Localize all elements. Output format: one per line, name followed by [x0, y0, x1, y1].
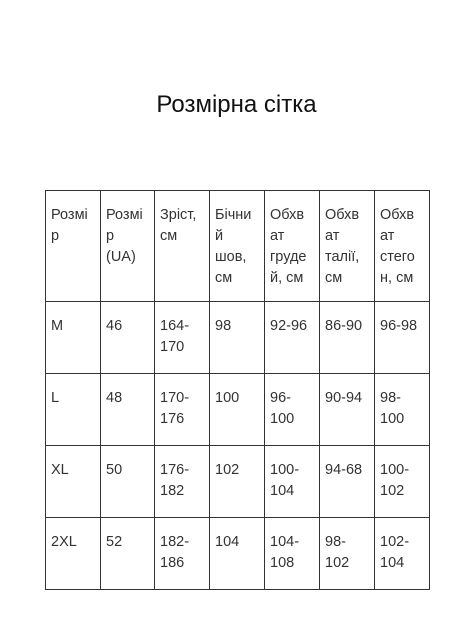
cell-text-line: Бічни [215, 207, 252, 223]
header-cell-hips [375, 191, 430, 302]
cell-text-line: н, см [380, 270, 414, 286]
row-cell-side-seam [210, 374, 265, 446]
cell-text-line: Розмі [106, 207, 143, 223]
header-cell-waist [320, 191, 375, 302]
row-cell-side-seam [210, 446, 265, 518]
cell-text-line: см [215, 270, 233, 286]
cell-text-line: 104 [270, 483, 295, 499]
cell-text-line: M [51, 318, 64, 334]
cell-text-line: ат [325, 228, 340, 244]
cell-text-line: 182 [160, 483, 185, 499]
row-cell-waist [320, 518, 375, 590]
cell-text-line: (UA) [106, 249, 136, 265]
table-row [46, 302, 430, 374]
cell-text-line: Обхв [325, 207, 360, 223]
cell-text-line: 48 [106, 390, 123, 406]
cell-text-line: см [160, 228, 178, 244]
cell-text-line: 52 [106, 534, 123, 550]
row-cell-size [46, 518, 101, 590]
cell-text-line: 186 [160, 555, 185, 571]
cell-text-line: 98- [325, 534, 346, 550]
row-cell-side-seam [210, 518, 265, 590]
cell-text-line: 102 [325, 555, 350, 571]
row-cell-side-seam [210, 302, 265, 374]
cell-text-line: 100- [270, 462, 300, 478]
cell-text-line: 90-94 [325, 390, 363, 406]
cell-text-line: 176 [160, 411, 185, 427]
row-cell-chest [265, 518, 320, 590]
cell-text-line: 176- [160, 462, 190, 478]
row-cell-chest [265, 374, 320, 446]
cell-text-line: шов, [215, 249, 247, 265]
row-cell-size-ua [101, 302, 155, 374]
table-header-row [46, 191, 430, 302]
cell-text-line: L [51, 390, 60, 406]
cell-text-line: 102 [215, 462, 240, 478]
cell-text-line: 100 [270, 411, 295, 427]
cell-text-line: 164- [160, 318, 190, 334]
cell-text-line: 104 [215, 534, 240, 550]
row-cell-chest [265, 446, 320, 518]
cell-text-line: Обхв [270, 207, 305, 223]
cell-text-line: талії, [325, 249, 360, 265]
row-cell-size [46, 302, 101, 374]
row-cell-waist [320, 446, 375, 518]
cell-text-line: 96- [270, 390, 291, 406]
cell-text-line: 100 [215, 390, 240, 406]
row-cell-size-ua [101, 374, 155, 446]
cell-text-line: 108 [270, 555, 295, 571]
cell-text-line: 104 [380, 555, 405, 571]
row-cell-hips [375, 302, 430, 374]
cell-text-line: XL [51, 462, 69, 478]
row-cell-waist [320, 374, 375, 446]
header-cell-size-ua [101, 191, 155, 302]
cell-text-line: 100- [380, 462, 410, 478]
row-cell-hips [375, 374, 430, 446]
cell-text-line: 100 [380, 411, 405, 427]
cell-text-line: Розмі [51, 207, 88, 223]
cell-text-line: 170 [160, 339, 185, 355]
header-cell-side-seam [210, 191, 265, 302]
cell-text-line: Обхв [380, 207, 415, 223]
cell-text-line: ат [380, 228, 395, 244]
row-cell-size-ua [101, 518, 155, 590]
cell-text-line: й [215, 228, 224, 244]
cell-text-line: 98 [215, 318, 232, 334]
row-cell-chest [265, 302, 320, 374]
cell-text-line: 98- [380, 390, 401, 406]
cell-text-line: 46 [106, 318, 123, 334]
row-cell-hips [375, 518, 430, 590]
size-chart-table [45, 190, 430, 590]
cell-text-line: р [106, 228, 115, 244]
table-row [46, 374, 430, 446]
header-cell-chest [265, 191, 320, 302]
row-cell-height [155, 374, 210, 446]
header-cell-height [155, 191, 210, 302]
table-row [46, 518, 430, 590]
row-cell-height [155, 446, 210, 518]
cell-text-line: 2XL [51, 534, 77, 550]
header-cell-size [46, 191, 101, 302]
row-cell-waist [320, 302, 375, 374]
cell-text-line: 104- [270, 534, 300, 550]
cell-text-line: Зріст, [160, 207, 197, 223]
cell-text-line: 182- [160, 534, 190, 550]
cell-text-line: груде [270, 249, 307, 265]
page-title: Розмірна сітка [156, 91, 317, 118]
cell-text-line: стего [380, 249, 415, 265]
cell-text-line: 96-98 [380, 318, 418, 334]
row-cell-height [155, 302, 210, 374]
cell-text-line: ат [270, 228, 285, 244]
cell-text-line: 102- [380, 534, 410, 550]
cell-text-line: 92-96 [270, 318, 308, 334]
table-row [46, 446, 430, 518]
row-cell-height [155, 518, 210, 590]
row-cell-size [46, 446, 101, 518]
cell-text-line: 94-68 [325, 462, 363, 478]
cell-text-line: р [51, 228, 60, 244]
cell-text-line: 170- [160, 390, 190, 406]
cell-text-line: й, см [270, 270, 304, 286]
size-chart-body [46, 191, 430, 590]
row-cell-size [46, 374, 101, 446]
cell-text-line: 86-90 [325, 318, 363, 334]
cell-text-line: 102 [380, 483, 405, 499]
cell-text-line: см [325, 270, 343, 286]
cell-text-line: 50 [106, 462, 123, 478]
row-cell-hips [375, 446, 430, 518]
row-cell-size-ua [101, 446, 155, 518]
